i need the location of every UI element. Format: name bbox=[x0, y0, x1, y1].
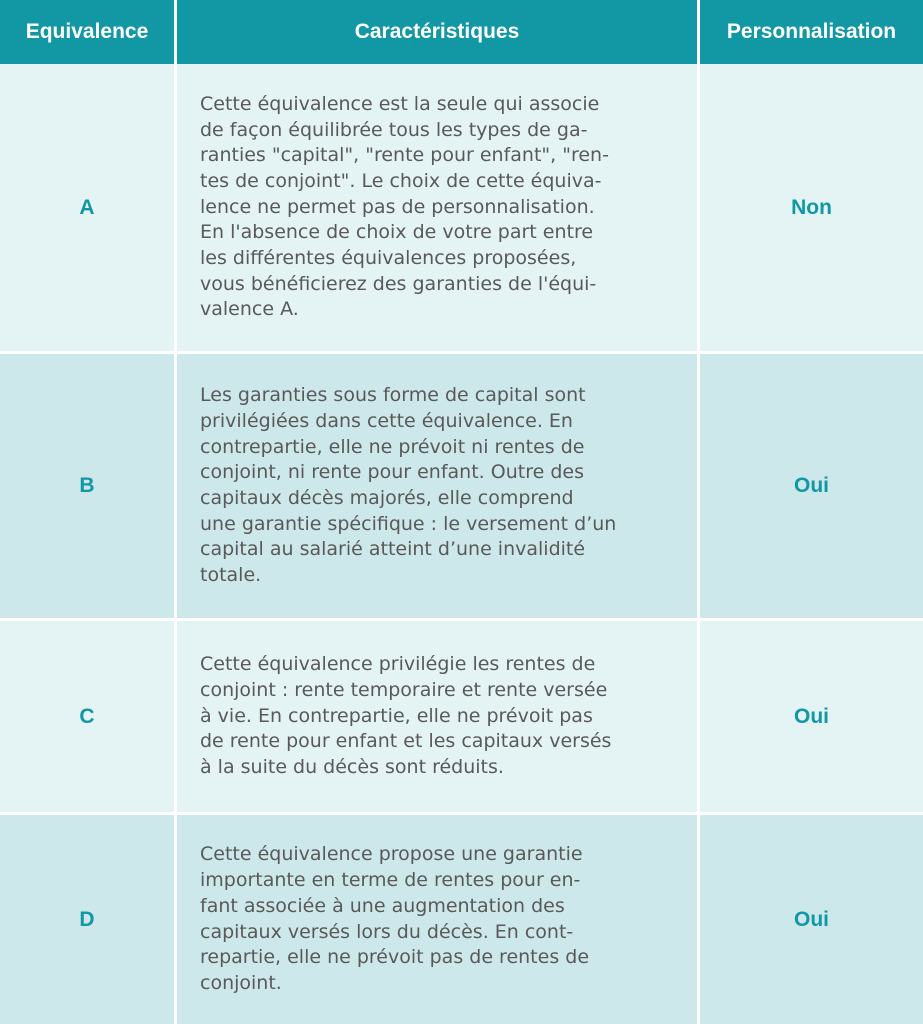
row-a-description-cell bbox=[177, 64, 697, 351]
row-c-code: C bbox=[0, 621, 174, 812]
row-b-personnalisation: Oui bbox=[700, 354, 923, 618]
row-a-code: A bbox=[0, 64, 174, 351]
header-equivalence: Equivalence bbox=[0, 0, 174, 64]
row-b-code: B bbox=[0, 354, 174, 618]
row-a-personnalisation: Non bbox=[700, 64, 923, 351]
row-a-description: Cette équivalence est la seule qui associe de façon équilibrée tous les types de ga- ranties "capital", "rente pour enfant", "ren- tes de conjoint". Le choix de cette équiva- lence ne permet pas de personnalisation. En l'absence de choix de votre part entre les différentes équivalences proposées, vous bénéficierez des garanties de l'équi- valence A. bbox=[200, 92, 609, 321]
row-d-description: Cette équivalence propose une garantie importante en terme de rentes pour en- fant associée à une augmentation des capitaux versés lors du décès. En cont- repartie, elle ne prévoit pas de rentes de conjoint. bbox=[200, 843, 590, 994]
row-c-personnalisation: Oui bbox=[700, 621, 923, 812]
header-caracteristiques: Caractéristiques bbox=[177, 0, 697, 64]
row-d-personnalisation: Oui bbox=[700, 815, 923, 1024]
row-c-description-cell bbox=[177, 621, 697, 812]
row-c-description: Cette équivalence privilégie les rentes de conjoint : rente temporaire et rente versée à vie. En contrepartie, elle ne prévoit pas de rente pour enfant et les capitaux versés à la suite du décès sont réduits. bbox=[200, 653, 612, 779]
row-b-description-cell bbox=[177, 354, 697, 618]
header-personnalisation: Personnalisation bbox=[700, 0, 923, 64]
row-d-code: D bbox=[0, 815, 174, 1024]
row-d-description-cell bbox=[177, 815, 697, 1024]
row-b-description: Les garanties sous forme de capital sont privilégiées dans cette équivalence. En contrepartie, elle ne prévoit ni rentes de conjoint, ni rente pour enfant. Outre des capitaux décès majorés, elle comprend une garantie spécifique : le versement d’un capital au salarié atteint d’une invalidité totale. bbox=[200, 384, 617, 587]
